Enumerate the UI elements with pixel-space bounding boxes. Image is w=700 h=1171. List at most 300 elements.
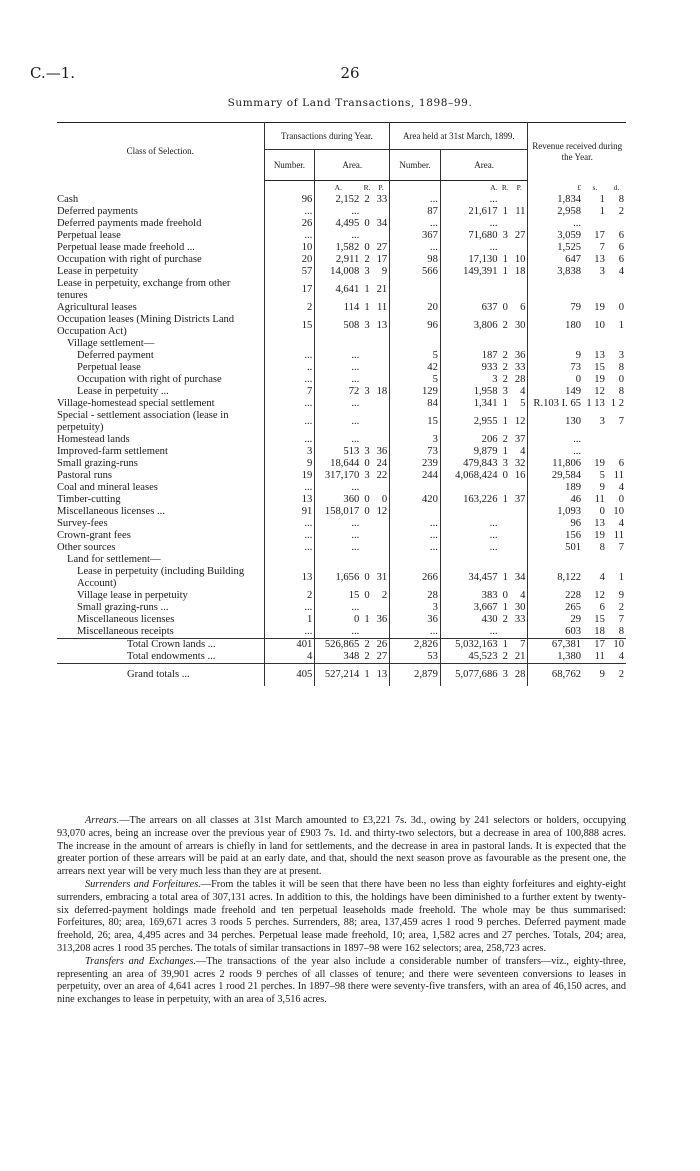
cell-r2: 1 xyxy=(502,602,508,613)
cell-n2: 129 xyxy=(390,386,441,398)
cell-s: 3 xyxy=(599,416,605,427)
table-row xyxy=(57,626,626,639)
cell-n2: 53 xyxy=(390,651,441,664)
cell-s xyxy=(583,434,607,446)
cell-l xyxy=(528,278,583,302)
cell-n1: 96 xyxy=(264,194,315,206)
cell-p1: 26 xyxy=(373,639,390,652)
cell-d: 2 xyxy=(618,669,624,680)
surrenders-paragraph xyxy=(57,879,626,956)
cell-n2: 420 xyxy=(390,494,441,506)
cell-a1: 508 xyxy=(343,320,360,331)
cell-a2: 5,032,163 xyxy=(440,639,499,652)
cell-l xyxy=(528,554,583,566)
cell-a2: 383 xyxy=(481,590,498,601)
row-label: Deferred payments made freehold xyxy=(57,218,264,230)
cell-n1: ... xyxy=(264,530,315,542)
cell-n2: 367 xyxy=(390,230,441,242)
area-held-header: Area held at 31st March, 1899. xyxy=(390,123,528,150)
cell-l: 2,958 xyxy=(557,206,582,217)
cell-r1: 0 xyxy=(364,506,370,517)
cell-r1: 3 xyxy=(364,320,370,331)
cell-r2: 1 xyxy=(502,416,508,427)
cell-a2: 34,457 xyxy=(468,572,498,583)
row-label: Perpetual lease xyxy=(57,362,264,374)
table-row xyxy=(57,530,626,542)
cell-r2: 1 xyxy=(502,206,508,217)
cell-s: 17 xyxy=(594,230,605,241)
table-row xyxy=(57,398,626,410)
cell-r1: 3 xyxy=(364,470,370,481)
cell-r2: 1 xyxy=(500,639,512,652)
cell-n2: 73 xyxy=(390,446,441,458)
table-row xyxy=(57,206,626,218)
cell-s: 19 xyxy=(594,530,605,541)
cell-n2: 96 xyxy=(390,314,441,338)
cell-a2: ... xyxy=(489,518,498,529)
row-label: Homestead lands xyxy=(57,434,264,446)
cell-r1: 0 xyxy=(364,458,370,469)
cell-n2: 87 xyxy=(390,206,441,218)
arrears-text: —The arrears on all classes at 31st March amounted to £3,221 7s. 3d., owing by 241 selectors or holders, occupying 93,070 acres, being an increase over the previous year of £903 7s. 1d. and thirty-two selectors, but a decrease in area of 100,888 acres. The increase in the amount of arrears is chiefly in land for settlements, and the decrease in area in pastoral lands. It is expected that the greater portion of these arrears will be paid at an early date, and that, should the next season prove as favourable as the present one, the arrears next year will be very much less than they are at present. xyxy=(57,815,626,878)
cell-p1 xyxy=(373,410,390,434)
cell-n1: 17 xyxy=(264,278,315,302)
table-row xyxy=(57,338,626,350)
cell-p2: 28 xyxy=(511,374,528,386)
cell-n1: ... xyxy=(264,626,315,639)
cell-l: 3,838 xyxy=(557,266,582,277)
cell-p1 xyxy=(373,398,390,410)
cell-a2: ... xyxy=(489,530,498,541)
cell-a2: ... xyxy=(489,218,498,229)
table-body xyxy=(57,181,626,687)
cell-p2 xyxy=(511,626,528,639)
cell-n1: 15 xyxy=(264,314,315,338)
cell-d: 8 xyxy=(618,626,624,637)
cell-a2: 2,955 xyxy=(473,416,498,427)
cell-a2: 9,879 xyxy=(473,446,498,457)
cell-s xyxy=(583,338,607,350)
cell-n1: 57 xyxy=(264,266,315,278)
cell-d xyxy=(607,446,626,458)
cell-a2 xyxy=(440,338,499,350)
cell-r1 xyxy=(361,410,373,434)
row-label: Perpetual lease xyxy=(57,230,264,242)
cell-n1: ... xyxy=(264,542,315,554)
table-row xyxy=(57,554,626,566)
cell-p1: 33 xyxy=(373,194,390,206)
cell-a1: ... xyxy=(351,398,360,409)
cell-s: 17 xyxy=(583,639,607,652)
cell-d: 4 xyxy=(618,482,624,493)
cell-d: 0 xyxy=(618,302,624,313)
cell-p2 xyxy=(511,194,528,206)
row-label: Miscellaneous licenses xyxy=(57,614,264,626)
row-label: Cash xyxy=(57,194,264,206)
cell-a2: 933 xyxy=(481,362,498,373)
cell-n2: ... xyxy=(390,518,441,530)
cell-r1: 2 xyxy=(364,254,370,265)
cell-a2: 71,680 xyxy=(468,230,498,241)
cell-p1: 0 xyxy=(373,494,390,506)
cell-a1: ... xyxy=(351,362,360,373)
cell-r2 xyxy=(500,194,512,206)
cell-d: 10 xyxy=(607,639,626,652)
arrears-heading: Arrears. xyxy=(85,815,120,826)
cell-s: 19 xyxy=(594,458,605,469)
cell-r2: 3 xyxy=(502,230,508,241)
row-label: Deferred payments xyxy=(57,206,264,218)
cell-p2 xyxy=(511,542,528,554)
cell-a1: 513 xyxy=(343,446,360,457)
cell-n1: 9 xyxy=(264,458,315,470)
cell-a2: 1,341 xyxy=(473,398,498,409)
cell-p1 xyxy=(373,554,390,566)
cell-n1: ... xyxy=(264,206,315,218)
class-header: Class of Selection. xyxy=(57,123,264,181)
cell-r1: 1 xyxy=(364,284,370,295)
cell-r2: 0 xyxy=(502,590,508,601)
cell-a2: 4,068,424 xyxy=(455,470,498,481)
cell-r1: 3 xyxy=(364,386,370,397)
cell-a1: 348 xyxy=(315,651,361,664)
cell-n1: 10 xyxy=(264,242,315,254)
cell-l: 1,525 xyxy=(557,242,582,253)
cell-d: 6 xyxy=(618,242,624,253)
cell-p2: 7 xyxy=(511,639,528,652)
cell-l: 1,380 xyxy=(528,651,583,664)
cell-p1 xyxy=(373,542,390,554)
cell-r2 xyxy=(500,338,512,350)
cell-r1: 3 xyxy=(364,446,370,457)
cell-n2: 28 xyxy=(390,590,441,602)
row-label: Coal and mineral leases xyxy=(57,482,264,494)
cell-a1: 4,495 xyxy=(335,218,360,229)
table-row xyxy=(57,470,626,482)
cell-l: 29,584 xyxy=(551,470,582,481)
cell-s: 15 xyxy=(594,614,605,625)
notes-section xyxy=(57,815,626,1007)
cell-p1 xyxy=(373,338,390,350)
cell-d: 8 xyxy=(618,194,624,205)
cell-l: 189 xyxy=(565,482,582,493)
row-label: Lease in perpetuity ... xyxy=(57,386,264,398)
row-label: Village settlement— xyxy=(57,338,264,350)
cell-a1: ... xyxy=(351,518,360,529)
cell-r1 xyxy=(361,206,373,218)
page-title: Summary of Land Transactions, 1898–99. xyxy=(227,97,473,109)
cell-p1 xyxy=(373,206,390,218)
cell-r1 xyxy=(361,362,373,374)
cell-s: 12 xyxy=(594,590,605,601)
cell-s: 3 xyxy=(599,266,605,277)
cell-p1 xyxy=(373,482,390,494)
cell-n1: ... xyxy=(264,398,315,410)
cell-d: 7 xyxy=(618,614,624,625)
cell-n1: ... xyxy=(264,434,315,446)
cell-r2: 1 xyxy=(502,446,508,457)
row-label: Land for settlement— xyxy=(57,554,264,566)
cell-r2: 0 xyxy=(502,302,508,313)
cell-s: 18 xyxy=(594,626,605,637)
cell-a2 xyxy=(440,482,499,494)
cell-s: 13 xyxy=(594,518,605,529)
cell-n1: 7 xyxy=(264,386,315,398)
row-label: Special - settlement association (lease in perpetuity) xyxy=(57,410,264,434)
cell-a1: ... xyxy=(351,350,360,361)
cell-d: 9 xyxy=(618,590,624,601)
cell-s: 1 xyxy=(599,194,605,205)
cell-n1 xyxy=(264,554,315,566)
cell-s: 6 xyxy=(599,602,605,613)
cell-l: 130 xyxy=(565,416,582,427)
cell-a2: 3,667 xyxy=(473,602,498,613)
cell-l: 67,381 xyxy=(528,639,583,652)
cell-p1: 12 xyxy=(373,506,390,518)
cell-p2 xyxy=(511,218,528,230)
cell-p2: 33 xyxy=(511,614,528,626)
cell-l: ... xyxy=(573,218,582,229)
cell-p1 xyxy=(373,434,390,446)
cell-a1: 526,865 xyxy=(315,639,361,652)
cell-r1 xyxy=(361,542,373,554)
table-row xyxy=(57,302,626,314)
table-row xyxy=(57,194,626,206)
cell-p1: 13 xyxy=(373,664,390,687)
cell-s: 9 xyxy=(599,482,605,493)
cell-a1: 2,911 xyxy=(335,254,360,265)
row-label: Lease in perpetuity (including Building Account) xyxy=(57,566,264,590)
cell-d xyxy=(607,338,626,350)
cell-r2 xyxy=(500,482,512,494)
row-label: Survey-fees xyxy=(57,518,264,530)
cell-d: 11 xyxy=(613,530,624,541)
table-row xyxy=(57,458,626,470)
table-row xyxy=(57,410,626,434)
cell-r1 xyxy=(361,434,373,446)
cell-p2: 4 xyxy=(511,446,528,458)
cell-a1 xyxy=(315,338,361,350)
cell-n2: 98 xyxy=(390,254,441,266)
cell-n1: ... xyxy=(264,374,315,386)
units-row: A. R. P. A. R. P. £ s. d. xyxy=(57,181,626,195)
row-label: Village-homestead special settlement xyxy=(57,398,264,410)
table-row xyxy=(57,386,626,398)
surrenders-text: —From the tables it will be seen that there have been no less than eighty forfeitures and eighty-eight surrenders, embracing a total area of 307,131 acres. In addition to this, the holdings have been diminished to a further extent by twenty-six deferred-payment holdings made freehold and ten perpetual leaseholds made freehold. The whole may be thus summarised: Forfeitures, 80; area, 169,671 acres 3 roods 5 perches. Surrenders, 88; area, 137,459 acres 1 rood 9 perches. Deferred payment made freehold, 26; area, 4,495 acres and 34 perches. Perpetual lease made freehold, 10; area, 1,582 acres and 27 perches. Totals, 204; area, 313,208 acres 1 rood 35 perches. The totals of similar transactions in 1897–98 were 162 selectors; area, 258,723 acres. xyxy=(57,878,626,954)
table-row xyxy=(57,374,626,386)
cell-a2: 1,958 xyxy=(473,386,498,397)
cell-l: 1,093 xyxy=(557,506,582,517)
cell-r1: 3 xyxy=(364,266,370,277)
cell-n1: 13 xyxy=(264,494,315,506)
cell-l: 3,059 xyxy=(557,230,582,241)
page-number: 26 xyxy=(340,64,360,82)
cell-l: 79 xyxy=(570,302,582,313)
cell-a1: 14,008 xyxy=(330,266,360,277)
table-row xyxy=(57,314,626,338)
cell-n2: ... xyxy=(390,626,441,639)
cell-p2 xyxy=(511,482,528,494)
cell-a2: 149,391 xyxy=(463,266,498,277)
cell-p2: 32 xyxy=(511,458,528,470)
cell-a1: 1,656 xyxy=(335,572,360,583)
cell-n1 xyxy=(264,338,315,350)
cell-d: 1 2 xyxy=(610,398,624,409)
cell-a1 xyxy=(315,554,361,566)
cell-n2: 3 xyxy=(390,434,441,446)
cell-p2: 5 xyxy=(511,398,528,410)
cell-d: 2 xyxy=(618,206,624,217)
row-label: Timber-cutting xyxy=(57,494,264,506)
row-label: Small grazing-runs xyxy=(57,458,264,470)
cell-p1: 13 xyxy=(373,314,390,338)
cell-r1: 0 xyxy=(364,590,370,601)
cell-n1: .. xyxy=(264,362,315,374)
cell-r1 xyxy=(361,602,373,614)
cell-r1 xyxy=(361,530,373,542)
cell-a1: ... xyxy=(351,602,360,613)
row-label: Total endowments ... xyxy=(57,651,264,664)
cell-d: 1 xyxy=(618,572,624,583)
transactions-header: Transactions during Year. xyxy=(264,123,390,150)
table-row xyxy=(57,482,626,494)
cell-l xyxy=(528,338,583,350)
cell-p1: 24 xyxy=(373,458,390,470)
cell-n2: ... xyxy=(390,542,441,554)
cell-n2: 15 xyxy=(390,410,441,434)
row-label: Agricultural leases xyxy=(57,302,264,314)
table-row xyxy=(57,664,626,687)
cell-a1: 0 xyxy=(353,614,360,625)
cell-n1: ... xyxy=(264,482,315,494)
cell-r2 xyxy=(500,542,512,554)
cell-r2: 2 xyxy=(502,614,508,625)
cell-r2: 1 xyxy=(502,494,508,505)
table-row xyxy=(57,350,626,362)
cell-a2: 206 xyxy=(481,434,498,445)
cell-n2 xyxy=(390,482,441,494)
cell-s: 10 xyxy=(594,320,605,331)
cell-p2 xyxy=(511,518,528,530)
cell-p1 xyxy=(373,602,390,614)
cell-p1: 2 xyxy=(373,590,390,602)
cell-r2: 2 xyxy=(500,651,512,664)
cell-r1: 0 xyxy=(364,572,370,583)
table-row xyxy=(57,506,626,518)
cell-p2: 10 xyxy=(511,254,528,266)
cell-l: 8,122 xyxy=(557,572,582,583)
row-label: Lease in perpetuity, exchange from other tenures xyxy=(57,278,264,302)
cell-n2: ... xyxy=(390,242,441,254)
cell-n1: 4 xyxy=(264,651,315,664)
cell-l: 1,834 xyxy=(557,194,582,205)
row-label: Grand totals ... xyxy=(57,664,264,687)
row-label: Perpetual lease made freehold ... xyxy=(57,242,264,254)
cell-p2: 37 xyxy=(511,494,528,506)
cell-a2: 187 xyxy=(481,350,498,361)
table-row xyxy=(57,494,626,506)
cell-r1: 1 xyxy=(364,669,370,680)
row-label: Occupation leases (Mining Districts Land Occupation Act) xyxy=(57,314,264,338)
cell-n2: 2,879 xyxy=(390,664,441,687)
cell-n1: ... xyxy=(264,230,315,242)
table-row xyxy=(57,254,626,266)
cell-p1: 31 xyxy=(373,566,390,590)
cell-l: R.103 I. 65 xyxy=(533,398,582,409)
cell-s: 1 xyxy=(599,206,605,217)
cell-n1: 2 xyxy=(264,302,315,314)
cell-l: 647 xyxy=(565,254,582,265)
cell-d: 6 xyxy=(618,230,624,241)
cell-l: 501 xyxy=(565,542,582,553)
cell-n2: 84 xyxy=(390,398,441,410)
cell-n1: 2 xyxy=(264,590,315,602)
cell-p2: 16 xyxy=(511,470,528,482)
cell-r2 xyxy=(500,278,512,302)
cell-a2: ... xyxy=(489,542,498,553)
cell-l: ... xyxy=(573,434,582,445)
cell-n1: ... xyxy=(264,602,315,614)
cell-r2: 0 xyxy=(502,470,508,481)
row-label: Improved-farm settlement xyxy=(57,446,264,458)
cell-p2 xyxy=(511,554,528,566)
cell-a1: 18,644 xyxy=(330,458,360,469)
cell-n1: 1 xyxy=(264,614,315,626)
cell-p2: 28 xyxy=(511,664,528,687)
cell-r2: 1 xyxy=(502,254,508,265)
cell-p1 xyxy=(373,530,390,542)
cell-n1: 3 xyxy=(264,446,315,458)
cell-s xyxy=(583,278,607,302)
cell-n2: 5 xyxy=(390,374,441,386)
cell-p2: 18 xyxy=(511,266,528,278)
cell-p2 xyxy=(511,530,528,542)
cell-n2: 3 xyxy=(390,602,441,614)
cell-r2: 3 xyxy=(502,669,508,680)
cell-r1 xyxy=(361,554,373,566)
cell-p2 xyxy=(511,506,528,518)
cell-d xyxy=(607,434,626,446)
cell-r2 xyxy=(500,554,512,566)
cell-a1: ... xyxy=(351,530,360,541)
number-header: Number. xyxy=(264,150,315,181)
cell-a2: ... xyxy=(489,242,498,253)
cell-r2: 3 xyxy=(502,458,508,469)
cell-r2: 2 xyxy=(502,320,508,331)
cell-r2: 2 xyxy=(502,350,508,361)
cell-s xyxy=(583,554,607,566)
cell-a2: ... xyxy=(489,194,498,205)
cell-d: 8 xyxy=(618,362,624,373)
cell-a1: 1,582 xyxy=(335,242,360,253)
transfers-heading: Transfers and Exchanges. xyxy=(85,955,196,967)
table-row xyxy=(57,542,626,554)
cell-s xyxy=(583,218,607,230)
cell-n1: 19 xyxy=(264,470,315,482)
cell-s: 15 xyxy=(594,362,605,373)
table-row xyxy=(57,242,626,254)
row-label: Other sources xyxy=(57,542,264,554)
cell-p2: 30 xyxy=(511,314,528,338)
cell-n2: ... xyxy=(390,218,441,230)
cell-p1: 36 xyxy=(373,614,390,626)
cell-l: 156 xyxy=(565,530,582,541)
cell-s: 5 xyxy=(599,470,605,481)
cell-r1 xyxy=(361,338,373,350)
cell-r2 xyxy=(500,242,512,254)
table-row xyxy=(57,518,626,530)
cell-r1: 2 xyxy=(364,194,370,205)
